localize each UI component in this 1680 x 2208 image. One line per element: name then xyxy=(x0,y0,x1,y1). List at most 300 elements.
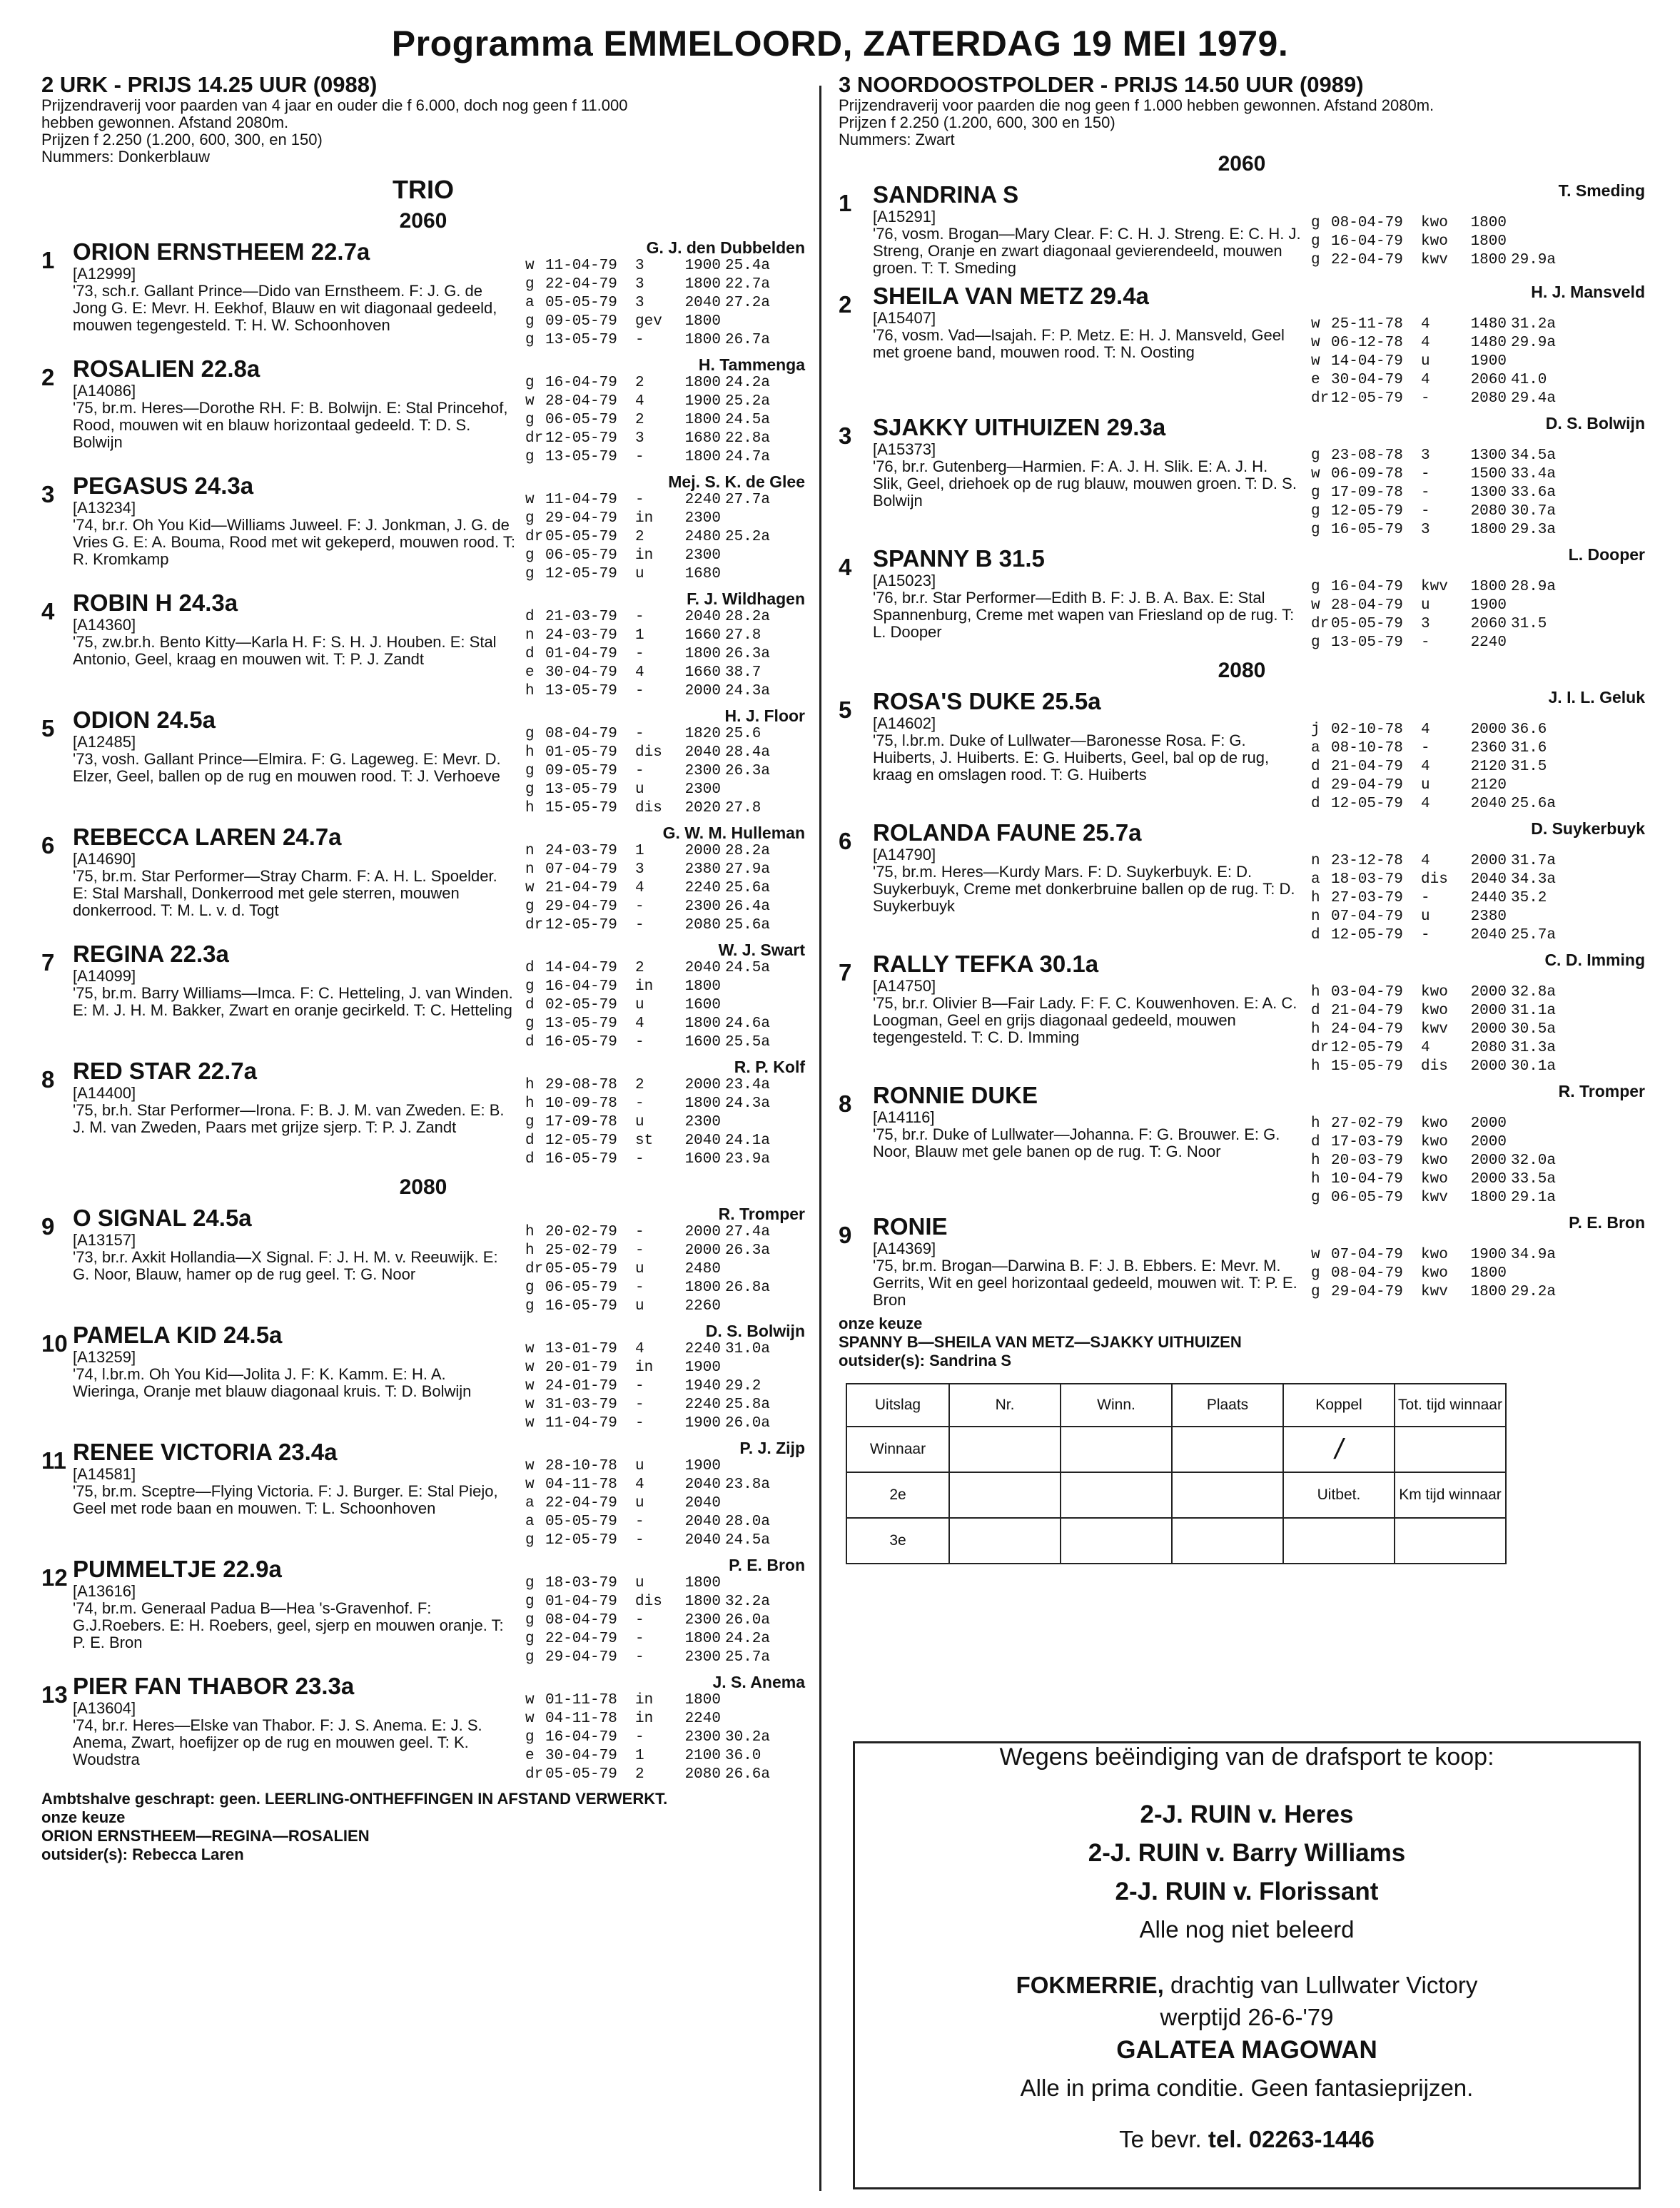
horse-name: RONIE xyxy=(873,1213,948,1240)
run-field: w xyxy=(1311,353,1320,370)
run-field: 34.5a xyxy=(1511,447,1557,464)
run-row xyxy=(525,1340,805,1359)
run-field: 1300 xyxy=(1470,485,1507,501)
run-field: g xyxy=(1311,252,1320,268)
run-field: 2000 xyxy=(1470,1134,1507,1150)
horse-number: 6 xyxy=(41,832,55,859)
cell[interactable] xyxy=(1061,1518,1172,1564)
run-field: w xyxy=(525,1359,535,1376)
run-row xyxy=(525,1513,805,1531)
header-plaats: Plaats xyxy=(1172,1384,1283,1427)
run-row xyxy=(1311,1133,1645,1152)
horse-details xyxy=(73,472,515,584)
run-row xyxy=(1311,776,1645,795)
run-field: 03-04-79 xyxy=(1331,984,1403,1001)
run-field: w xyxy=(1311,597,1320,614)
run-field: 13-05-79 xyxy=(545,332,617,348)
run-field: 38.7 xyxy=(725,664,761,681)
horse-description: '75, zw.br.h. Bento Kitty—Karla H. F: S. H. J. Houben. E: Stal Antonio, Geel, kraag en mouwen wit. T: P. J. Zandt xyxy=(73,633,497,668)
run-field: 2000 xyxy=(1470,1058,1507,1075)
run-field: 30-04-79 xyxy=(1331,372,1403,388)
run-field: n xyxy=(1311,908,1320,925)
run-field: 2120 xyxy=(1470,759,1507,775)
run-field: 16-05-79 xyxy=(545,1034,617,1050)
run-field: 4 xyxy=(1421,316,1430,333)
horse-id: [A12999] xyxy=(73,265,136,283)
run-row xyxy=(525,799,805,818)
run-field: 2300 xyxy=(684,510,721,527)
run-field: - xyxy=(635,332,644,348)
run-field: 06-05-79 xyxy=(545,1280,617,1296)
past-runs xyxy=(525,1691,805,1784)
trainer-name: L. Dooper xyxy=(1568,545,1645,564)
run-field: 29.3a xyxy=(1511,522,1557,538)
run-field: 10-04-79 xyxy=(1331,1171,1403,1187)
run-field: 28-04-79 xyxy=(1331,597,1403,614)
ad-heading: Wegens beëindiging van de drafsport te koop: xyxy=(999,1743,1494,1771)
run-field: 1800 xyxy=(684,1575,721,1591)
run-row xyxy=(525,1396,805,1414)
horse-details xyxy=(73,941,515,1052)
run-field: 06-05-79 xyxy=(545,547,617,564)
run-field: u xyxy=(635,1575,644,1591)
run-row xyxy=(1311,1152,1645,1170)
past-runs xyxy=(525,725,805,818)
run-row xyxy=(1311,214,1645,233)
horse-form xyxy=(1311,951,1645,1076)
cell[interactable] xyxy=(949,1472,1061,1518)
run-field: 2240 xyxy=(684,880,721,896)
run-row xyxy=(525,1113,805,1132)
run-field: dis xyxy=(1421,871,1448,888)
run-field: g xyxy=(1311,215,1320,231)
run-field: 1900 xyxy=(684,1359,721,1376)
run-field: g xyxy=(525,1114,535,1130)
horse-entry xyxy=(41,1439,805,1550)
run-field: g xyxy=(525,332,535,348)
run-field: 13-05-79 xyxy=(545,1016,617,1032)
run-field: h xyxy=(525,683,535,699)
run-field: 1800 xyxy=(684,313,721,330)
past-runs xyxy=(525,374,805,467)
past-runs xyxy=(525,491,805,584)
ad-line: GALATEA MAGOWAN xyxy=(1116,2036,1377,2064)
run-row xyxy=(1311,634,1645,652)
run-field: h xyxy=(525,800,535,816)
past-runs xyxy=(1311,1115,1645,1207)
run-field: - xyxy=(1421,634,1430,651)
column-divider xyxy=(819,86,821,2191)
run-field: 2240 xyxy=(684,1341,721,1357)
horse-name: PEGASUS 24.3a xyxy=(73,472,254,499)
run-row xyxy=(525,1223,805,1242)
outsider-text: outsider(s): Sandrina S xyxy=(839,1352,1012,1369)
run-field: 2480 xyxy=(684,1261,721,1277)
run-row xyxy=(1311,1039,1645,1058)
run-field: u xyxy=(635,1261,644,1277)
run-field: h xyxy=(525,1077,535,1093)
run-field: 1 xyxy=(635,1748,644,1764)
run-field: kwo xyxy=(1421,1153,1448,1169)
horse-id: [A15291] xyxy=(873,208,936,226)
run-field: g xyxy=(525,726,535,742)
horse-id: [A13157] xyxy=(73,1231,136,1249)
horse-form xyxy=(525,824,805,935)
run-field: g xyxy=(525,1729,535,1746)
run-field: 06-09-78 xyxy=(1331,466,1403,482)
run-field: 2480 xyxy=(684,529,721,545)
run-row xyxy=(1311,1115,1645,1133)
run-field: 25.7a xyxy=(725,1649,771,1666)
run-field: 2000 xyxy=(1470,1003,1507,1019)
run-row xyxy=(525,1611,805,1630)
run-field: 11-04-79 xyxy=(545,492,617,508)
run-field: 05-05-79 xyxy=(545,529,617,545)
run-field: e xyxy=(1311,372,1320,388)
run-field: w xyxy=(525,1477,535,1493)
run-field xyxy=(725,1260,805,1279)
run-row xyxy=(525,430,805,448)
horse-description: '74, br.r. Heres—Elske van Thabor. F: J. S. Anema. E: J. S. Anema, Zwart, hoefijzer op de rug en mouwen geel. T: K. Woudstra xyxy=(73,1716,482,1768)
run-field: 27-02-79 xyxy=(1331,1115,1403,1132)
run-field: g xyxy=(525,566,535,582)
run-field: a xyxy=(525,295,535,311)
run-field: 30.7a xyxy=(1511,503,1557,520)
run-field: u xyxy=(635,1114,644,1130)
horse-description: '75, br.m. Heres—Kurdy Mars. F: D. Suykerbuyk. E: D. Suykerbuyk, Creme met donkerbruine ballen op de rug. T: D. Suykerbuyk xyxy=(873,863,1295,915)
horse-form xyxy=(525,1058,805,1169)
run-row xyxy=(525,744,805,762)
run-field: 1800 xyxy=(684,1692,721,1708)
run-field: dr xyxy=(525,529,544,545)
run-field: d xyxy=(525,646,535,662)
run-row xyxy=(525,842,805,861)
run-field: 1800 xyxy=(1470,1265,1507,1282)
run-row xyxy=(1311,1283,1645,1302)
run-field: j xyxy=(1311,721,1320,738)
run-row xyxy=(1311,983,1645,1002)
horse-name: ROSALIEN 22.8a xyxy=(73,355,260,382)
run-field: 1800 xyxy=(1470,233,1507,250)
trainer-name: H. J. Floor xyxy=(724,707,805,725)
for-sale-advertisement xyxy=(853,1741,1641,2189)
run-field: 07-04-79 xyxy=(545,861,617,878)
row-label: 2e xyxy=(846,1472,949,1518)
run-field: - xyxy=(1421,466,1430,482)
horse-description: '73, vosh. Gallant Prince—Elmira. F: G. Lageweg. E: Mevr. D. Elzer, Geel, ballen op de rug en mouwen rood. T: J. Verhoeve xyxy=(73,750,501,785)
horse-id: [A14690] xyxy=(73,850,136,868)
horse-number: 10 xyxy=(41,1330,68,1357)
run-field: g xyxy=(525,1532,535,1549)
run-field: 24.3a xyxy=(725,1095,771,1112)
run-row xyxy=(1311,908,1645,926)
run-row xyxy=(1311,852,1645,871)
run-row xyxy=(525,1279,805,1297)
cell[interactable] xyxy=(1172,1472,1283,1518)
run-field: dr xyxy=(525,917,544,933)
horse-name: RALLY TEFKA 30.1a xyxy=(873,951,1099,977)
run-field: 4 xyxy=(635,664,644,681)
horse-details xyxy=(873,283,1301,408)
run-field: - xyxy=(635,492,644,508)
run-field: 08-10-78 xyxy=(1331,740,1403,756)
run-field: 26.4a xyxy=(725,898,771,915)
horse-id: [A15373] xyxy=(873,440,936,458)
run-field: 28.9a xyxy=(1511,579,1557,595)
race-info-line: Prijzen f 2.250 (1.200, 600, 300, en 150) xyxy=(41,131,323,148)
race-info-line: Nummers: Zwart xyxy=(839,131,955,148)
run-field: g xyxy=(1311,233,1320,250)
run-field: 4 xyxy=(1421,853,1430,869)
ad-line: 2-J. RUIN v. Florissant xyxy=(1115,1878,1379,1905)
run-field: 30-04-79 xyxy=(545,1748,617,1764)
run-field: 22-04-79 xyxy=(545,276,617,293)
run-field: 29.9a xyxy=(1511,252,1557,268)
run-row xyxy=(1311,1058,1645,1076)
race-info-line: Prijzendraverij voor paarden van 4 jaar en ouder die f 6.000, doch nog geen f 11.000 xyxy=(41,96,628,114)
run-field: 23-12-78 xyxy=(1331,853,1403,869)
horse-entry xyxy=(41,472,805,584)
horse-entry xyxy=(41,1205,805,1316)
race-3-notes xyxy=(839,1315,1645,1370)
run-field: 2040 xyxy=(684,1532,721,1549)
run-field: 26.3a xyxy=(725,1242,771,1259)
run-field: 1900 xyxy=(684,1458,721,1474)
run-field: 26.3a xyxy=(725,646,771,662)
cell[interactable] xyxy=(1395,1427,1506,1472)
past-runs xyxy=(1311,1246,1645,1302)
horse-number: 7 xyxy=(839,959,852,986)
row-label: Winnaar xyxy=(846,1427,949,1472)
horse-id: [A14086] xyxy=(73,382,136,400)
run-field: 12-05-79 xyxy=(1331,503,1403,520)
trainer-name: C. D. Imming xyxy=(1544,951,1645,969)
run-field: kwv xyxy=(1421,1021,1448,1038)
run-field: 1800 xyxy=(684,1280,721,1296)
run-row xyxy=(525,762,805,781)
run-field: 26.8a xyxy=(725,1280,771,1296)
results-header-row xyxy=(846,1384,1506,1427)
run-field: - xyxy=(635,1095,644,1112)
run-field: - xyxy=(635,1532,644,1549)
run-field: 41.0 xyxy=(1511,372,1547,388)
run-field: 4 xyxy=(635,1341,644,1357)
run-field: 30.2a xyxy=(725,1729,771,1746)
run-field: 05-05-79 xyxy=(545,1766,617,1783)
horse-form xyxy=(525,1673,805,1784)
run-row xyxy=(1311,371,1645,390)
horse-entry xyxy=(839,545,1645,652)
run-field: - xyxy=(635,726,644,742)
run-field: 16-05-79 xyxy=(1331,522,1403,538)
trainer-name: G. J. den Dubbelden xyxy=(646,238,805,257)
run-row xyxy=(1311,521,1645,540)
run-row xyxy=(525,1593,805,1611)
run-field xyxy=(1511,597,1645,615)
horse-entry xyxy=(839,688,1645,814)
run-field: 2240 xyxy=(684,492,721,508)
trainer-name: R. Tromper xyxy=(1558,1082,1645,1100)
cell[interactable] xyxy=(1061,1427,1172,1472)
run-row xyxy=(525,1766,805,1784)
run-row xyxy=(525,1076,805,1095)
run-field: 29-04-79 xyxy=(1331,1284,1403,1300)
run-field: 2440 xyxy=(1470,890,1507,906)
run-field: 23.8a xyxy=(725,1477,771,1493)
run-field: in xyxy=(635,1692,654,1708)
run-field: 2300 xyxy=(684,763,721,779)
run-field: 1940 xyxy=(684,1378,721,1394)
run-field: 28-10-78 xyxy=(545,1458,617,1474)
run-field: - xyxy=(635,917,644,933)
run-field: 1800 xyxy=(1470,215,1507,231)
race-info xyxy=(41,97,805,166)
run-field: 31.5 xyxy=(1511,616,1547,632)
run-row xyxy=(525,1377,805,1396)
run-field: 1800 xyxy=(1470,252,1507,268)
past-runs xyxy=(525,1340,805,1433)
run-field: g xyxy=(1311,503,1320,520)
cell[interactable] xyxy=(1172,1518,1283,1564)
horse-entry xyxy=(41,1556,805,1667)
run-field: 24-01-79 xyxy=(545,1378,617,1394)
run-field: 17-09-78 xyxy=(545,1114,617,1130)
run-field: 2080 xyxy=(1470,503,1507,520)
header-winn: Winn. xyxy=(1061,1384,1172,1427)
past-runs xyxy=(525,608,805,701)
run-field: u xyxy=(1421,777,1430,794)
run-field: g xyxy=(525,1575,535,1591)
run-field: 11-04-79 xyxy=(545,258,617,274)
run-field: 15-05-79 xyxy=(1331,1058,1403,1075)
horse-form xyxy=(1311,414,1645,540)
run-field: 21-04-79 xyxy=(1331,1003,1403,1019)
run-field: - xyxy=(635,1514,644,1530)
run-field: - xyxy=(635,1631,644,1647)
cell[interactable] xyxy=(1061,1472,1172,1518)
run-row xyxy=(525,1359,805,1377)
trainer-name: D. S. Bolwijn xyxy=(1545,414,1645,432)
run-field: 28.2a xyxy=(725,843,771,859)
horse-form xyxy=(525,941,805,1052)
run-row xyxy=(525,996,805,1015)
run-field: 16-04-79 xyxy=(1331,579,1403,595)
past-runs xyxy=(525,1574,805,1667)
horse-description: '73, sch.r. Gallant Prince—Dido van Ernstheem. F: J. G. de Jong G. E: Mevr. H. Eekhof, Blauw en wit diagonaal gedeeld, mouwen tegengesteld. T: H. W. Schoonhoven xyxy=(73,282,497,334)
cell[interactable] xyxy=(1283,1518,1395,1564)
run-field: 4 xyxy=(635,393,644,410)
run-field: 23-08-78 xyxy=(1331,447,1403,464)
trainer-name: T. Smeding xyxy=(1558,181,1645,200)
run-field: 1800 xyxy=(684,1594,721,1610)
run-field: kwv xyxy=(1421,252,1448,268)
run-field: kwo xyxy=(1421,1247,1448,1263)
run-field: 2040 xyxy=(1470,871,1507,888)
run-field: d xyxy=(525,1151,535,1168)
run-field: 4 xyxy=(1421,796,1430,812)
run-field: 2 xyxy=(635,529,644,545)
run-field: d xyxy=(1311,1003,1320,1019)
run-field: 26.7a xyxy=(725,332,771,348)
run-row xyxy=(525,1132,805,1150)
run-field: 1900 xyxy=(684,1415,721,1432)
run-field: 24-03-79 xyxy=(545,627,617,644)
run-field: g xyxy=(1311,579,1320,595)
run-row xyxy=(1311,615,1645,634)
past-runs xyxy=(1311,983,1645,1076)
distance-heading: 2080 xyxy=(1218,659,1266,682)
run-field: 29-04-79 xyxy=(545,510,617,527)
trainer-name: J. I. L. Geluk xyxy=(1548,688,1645,707)
run-field: 1800 xyxy=(684,332,721,348)
run-field: u xyxy=(1421,597,1430,614)
run-field: 24.5a xyxy=(725,412,771,428)
run-field: 02-05-79 xyxy=(545,997,617,1013)
run-field: 15-05-79 xyxy=(545,800,617,816)
run-field: 2 xyxy=(635,960,644,976)
run-field: 2360 xyxy=(1470,740,1507,756)
run-field: 06-12-78 xyxy=(1331,335,1403,351)
run-row xyxy=(525,916,805,935)
run-field: 2060 xyxy=(1470,616,1507,632)
horse-name: PAMELA KID 24.5a xyxy=(73,1322,283,1348)
cell[interactable] xyxy=(949,1518,1061,1564)
run-field xyxy=(1511,634,1645,652)
run-field: h xyxy=(1311,1171,1320,1187)
run-field: 25.6a xyxy=(1511,796,1557,812)
run-field: 05-05-79 xyxy=(545,1261,617,1277)
run-field: 1800 xyxy=(684,276,721,293)
run-field: n xyxy=(525,861,535,878)
run-field: a xyxy=(525,1495,535,1511)
cell[interactable] xyxy=(1395,1518,1506,1564)
run-field: st xyxy=(635,1133,654,1149)
cell[interactable] xyxy=(1172,1427,1283,1472)
run-field: 11-04-79 xyxy=(545,1415,617,1432)
run-row xyxy=(525,294,805,313)
run-field: 24-03-79 xyxy=(545,843,617,859)
run-row xyxy=(525,547,805,565)
horse-name: ROLANDA FAUNE 25.7a xyxy=(873,819,1142,846)
run-field: - xyxy=(635,1224,644,1240)
run-row xyxy=(525,448,805,467)
run-field: g xyxy=(525,1016,535,1032)
run-field: 2300 xyxy=(684,1114,721,1130)
run-field: 1800 xyxy=(684,978,721,995)
run-field: dr xyxy=(525,1766,544,1783)
cell[interactable] xyxy=(949,1427,1061,1472)
horse-description: '75, br.m. Barry Williams—Imca. F: C. Hetteling, J. van Winden. E: M. J. H. M. Bakker, Zwart en oranje gecirkeld. T: C. Hetteling xyxy=(73,984,513,1019)
run-field: 06-05-79 xyxy=(545,412,617,428)
run-field: u xyxy=(635,997,644,1013)
horse-form xyxy=(1311,545,1645,652)
run-field: 4 xyxy=(1421,1040,1430,1056)
run-row xyxy=(525,725,805,744)
run-field: 3 xyxy=(635,258,644,274)
run-field: 20-03-79 xyxy=(1331,1153,1403,1169)
run-field: 2240 xyxy=(684,1397,721,1413)
run-field xyxy=(725,1359,805,1377)
run-field: 2040 xyxy=(684,1514,721,1530)
run-field: 25.5a xyxy=(725,1034,771,1050)
past-runs xyxy=(525,257,805,350)
run-field: n xyxy=(1311,853,1320,869)
race-2-column xyxy=(41,73,805,1864)
run-field: 12-05-79 xyxy=(545,430,617,447)
run-row xyxy=(1311,465,1645,484)
run-field: 2000 xyxy=(1470,1021,1507,1038)
horse-form xyxy=(525,1205,805,1316)
